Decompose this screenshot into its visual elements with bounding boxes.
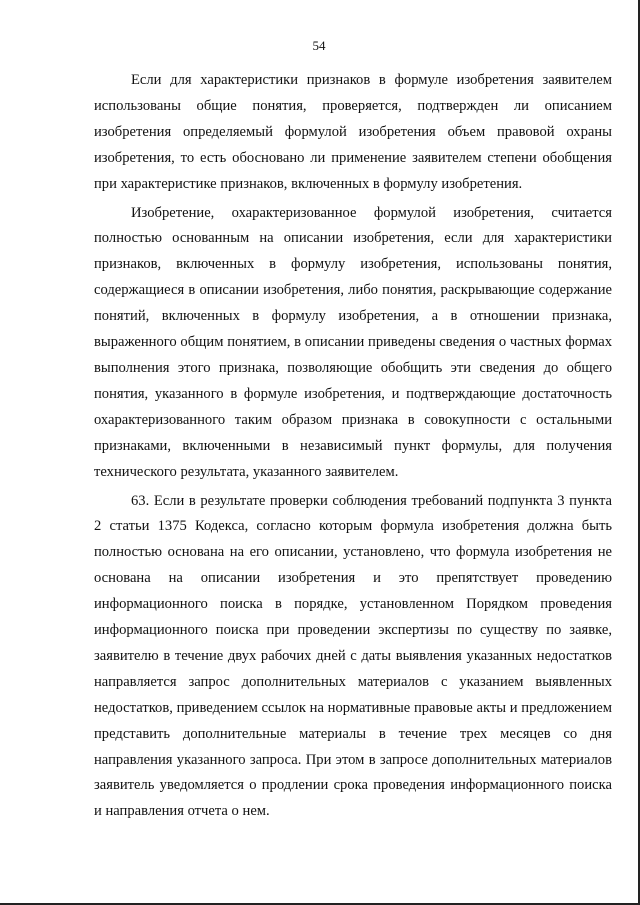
paragraph-1: Если для характеристики признаков в формуле изобретения заявителем использованы общие понятия, проверяется, подтвержден ли описанием изобретения определяемый формулой изобретения объем правовой охраны изобретения, то есть обосновано ли применение заявителем степени обобщения при характеристике признаков, включенных в формулу изобретения. <box>94 72 612 192</box>
paragraph-3: 63. Если в результате проверки соблюдения требований подпункта 3 пункта 2 статьи 1375 Кодекса, согласно которым формула изобретения должна быть полностью основана на его описании, установлено, что формула изобретения не основана на описании изобретения и это препятствует проведению информационного поиска в порядке, установленном Порядком проведения информационного поиска при проведении экспертизы по существу по заявке, заявителю в течение двух рабочих дней с даты выявления указанных недостатков направляется запрос дополнительных материалов с указанием выявленных недостатков, приведением ссылок на нормативные правовые акты и предложением представить дополнительные материалы в течение трех месяцев со дня направления указанного запроса. При этом в запросе дополнительных материалов заявитель уведомляется о продлении срока проведения информационного поиска и направления отчета о нем. <box>94 492 612 820</box>
paragraph-2: Изобретение, охарактеризованное формулой изобретения, считается полностью основанным на описании изобретения, если для характеристики признаков, включенных в формулу изобретения, использованы понятия, содержащиеся в описании изобретения, либо понятия, раскрывающие содержание понятий, включенных в формулу изобретения, а в отношении признака, выраженного общим понятием, в описании приведены сведения о частных формах выполнения этого признака, позволяющие обобщить эти сведения до общего понятия, указанного в формуле изобретения, и подтверждающие достаточность охарактеризованного таким образом признака в совокупности с остальными признаками, включенными в независимый пункт формулы, для получения технического результата, указанного заявителем. <box>94 204 612 480</box>
document-body <box>94 68 612 828</box>
page-number: 54 <box>312 38 326 53</box>
